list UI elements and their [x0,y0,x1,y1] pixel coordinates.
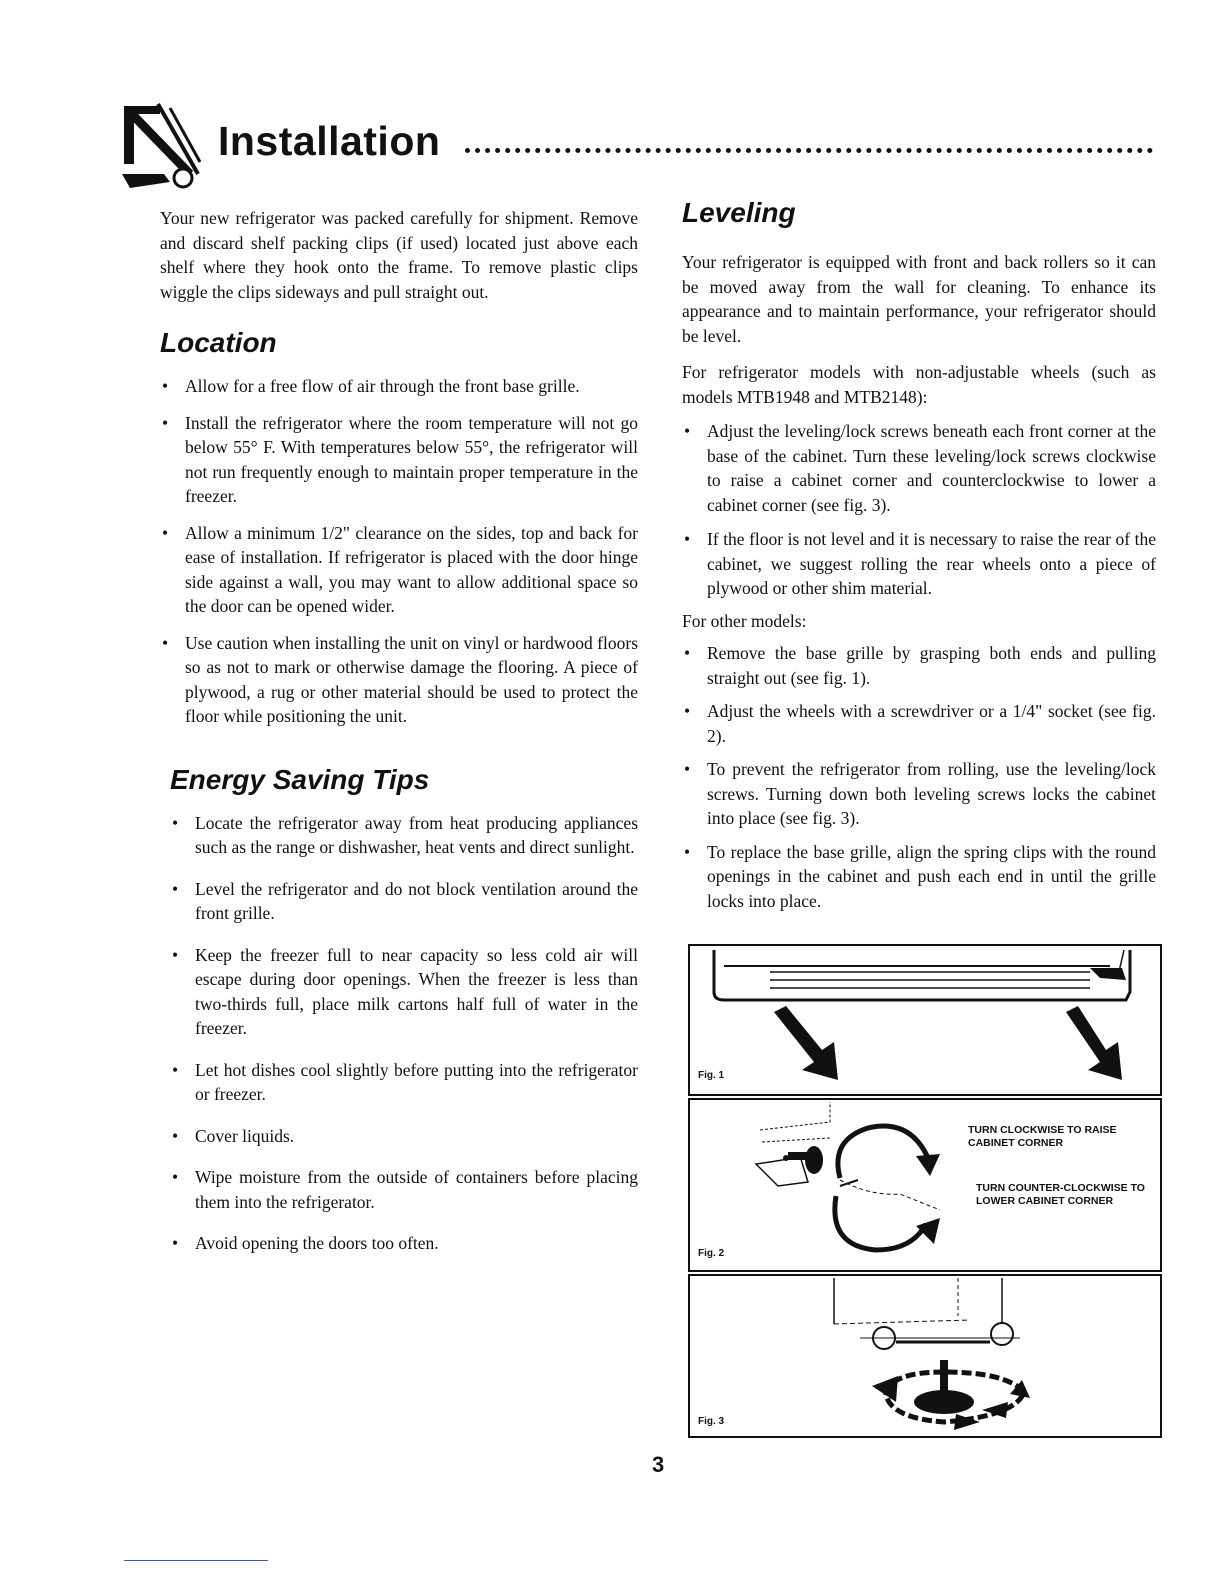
base-grille-removal-illustration [690,946,1160,1094]
energy-heading: Energy Saving Tips [170,763,430,795]
list-item: • Install the refrigerator where the room temperature will not go below 55° F. With temperatures below 55°, the refrigerator will not run frequently enough to maintain proper temperature in the freezer. [160,411,638,509]
left-column [160,206,638,1256]
energy-list [160,811,638,1256]
list-item: • Wipe moisture from the outside of containers before placing them into the refrigerator. [170,1165,638,1214]
list-item: • To prevent the refrigerator from rolling, use the leveling/lock screws. Turning down both leveling screws locks the cabinet into place (see fig. 3). [682,757,1156,831]
leveling-heading: Leveling [682,197,796,228]
list-item: • To replace the base grille, align the spring clips with the round openings in the cabinet and push each end in until the grille locks into place. [682,840,1156,914]
page-title: Installation [218,118,441,164]
figure-2 [688,1098,1162,1272]
leveling-intro: Your refrigerator is equipped with front and back rollers so it can be moved away from the wall for cleaning. To enhance its appearance and to maintain performance, your refrigerator should be level. [682,252,1156,346]
page-number: 3 [652,1452,665,1477]
lower-corner-note: TURN COUNTER-CLOCKWISE TO LOWER CABINET CORNER [976,1182,1145,1207]
list-item: • Adjust the leveling/lock screws beneath each front corner at the base of the cabinet. Turn these leveling/lock screws clockwise to raise a cabinet corner and counterclockwise to lower a cabinet corner (see fig. 3). [682,419,1156,517]
title-leader-dots [465,148,1153,153]
figure-3 [688,1274,1162,1438]
list-item: • Cover liquids. [170,1124,638,1149]
list-item: • Allow for a free flow of air through the front base grille. [160,374,638,399]
nonadjustable-list [682,419,1156,601]
figure-3-label: Fig. 3 [698,1416,725,1427]
list-item: • Allow a minimum 1/2" clearance on the sides, top and back for ease of installation. If refrigerator is placed with the door hinge side against a wall, you may want to allow additional space so the door can be opened wider. [160,521,638,619]
list-item: • Keep the freezer full to near capacity so less cold air will escape during door openings. When the freezer is less than two-thirds full, place milk cartons half full of water in the freezer. [170,943,638,1041]
other-models-list [682,641,1156,913]
leveling-screw-illustration [690,1276,1160,1436]
list-item: • Avoid opening the doors too often. [170,1231,638,1256]
installation-wrench-icon [120,102,210,192]
list-item: • Let hot dishes cool slightly before putting into the refrigerator or freezer. [170,1058,638,1107]
list-item: • Use caution when installing the unit on vinyl or hardwood floors so as not to mark or otherwise damage the flooring. A piece of plywood, a rug or other material should be used to protect the floor while positioning the unit. [160,631,638,729]
figure-1 [688,944,1162,1096]
nonadjustable-intro: For refrigerator models with non-adjustable wheels (such as models MTB1948 and MTB2148): [682,362,1156,407]
raise-corner-note: TURN CLOCKWISE TO RAISE CABINET CORNER [968,1124,1117,1149]
figure-2-label: Fig. 2 [698,1248,725,1259]
other-models-intro: For other models: [682,610,807,631]
location-heading: Location [160,327,277,358]
intro-paragraph: Your new refrigerator was packed carefully for shipment. Remove and discard shelf packing clips (if used) located just above each shelf where they hook onto the frame. To remove plastic clips wiggle the clips sideways and pull straight out. [160,208,638,302]
list-item: • Adjust the wheels with a screwdriver or a 1/4" socket (see fig. 2). [682,699,1156,748]
list-item: • If the floor is not level and it is necessary to raise the rear of the cabinet, we suggest rolling the rear wheels onto a piece of plywood or other shim material. [682,527,1156,601]
footer-divider [124,1560,268,1561]
list-item: • Locate the refrigerator away from heat producing appliances such as the range or dishwasher, heat vents and direct sunlight. [170,811,638,860]
list-item: • Remove the base grille by grasping both ends and pulling straight out (see fig. 1). [682,641,1156,690]
figure-1-label: Fig. 1 [698,1070,725,1081]
location-list [160,374,638,729]
list-item: • Level the refrigerator and do not block ventilation around the front grille. [170,877,638,926]
right-column [682,196,1156,913]
